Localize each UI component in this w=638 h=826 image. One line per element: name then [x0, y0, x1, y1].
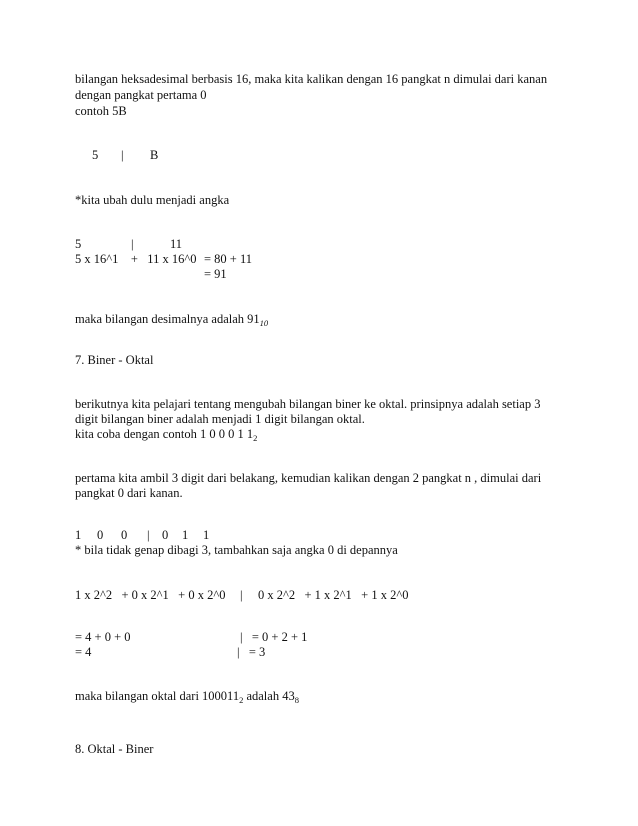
hex-example: contoh 5B — [75, 104, 127, 118]
bit-right-2: 1 — [182, 528, 189, 542]
bit-right-1: 0 — [162, 528, 169, 542]
hex-value-1: 5 — [75, 237, 82, 251]
hex-equation-1: = 80 + 11 — [204, 252, 253, 266]
bits-separator: | — [147, 528, 150, 542]
hex-separator: | — [121, 148, 124, 162]
section-7-title: 7. Biner - Oktal — [75, 353, 154, 367]
sum-left-line-2: = 4 — [75, 645, 92, 659]
bit-left-2: 0 — [97, 528, 104, 542]
section-7-paragraph-line-2: digit bilangan biner adalah menjadi 1 digit bilangan oktal. — [75, 412, 365, 426]
hex-equation-2: = 91 — [204, 267, 227, 281]
sum-right-line-1: | = 0 + 2 + 1 — [240, 630, 308, 644]
hex-intro-line-2: dengan pangkat pertama 0 — [75, 88, 207, 102]
section-7-padding-note: * bila tidak genap dibagi 3, tambahkan saja angka 0 di depannya — [75, 543, 398, 557]
hex-note: *kita ubah dulu menjadi angka — [75, 193, 230, 207]
section-7-result: maka bilangan oktal dari $100011_2$ adalah $43_8$ — [75, 689, 299, 705]
bit-right-3: 1 — [203, 528, 210, 542]
hex-digit-2: B — [150, 148, 159, 162]
bit-left-1: 1 — [75, 528, 82, 542]
hex-expression: 5 x 16^1 + 11 x 16^0 — [75, 252, 197, 266]
sum-right-line-2: | = 3 — [237, 645, 266, 659]
section-7-step-line-2: pangkat 0 dari kanan. — [75, 486, 183, 500]
hex-intro-line-1: bilangan heksadesimal berbasis 16, maka kita kalikan dengan 16 pangkat n dimulai dari kanan — [75, 72, 548, 86]
binary-expression-right: 0 x 2^2 + 1 x 2^1 + 1 x 2^0 — [258, 588, 409, 602]
hex-result: maka bilangan desimalnya adalah $91_{10}$ — [75, 312, 269, 328]
sum-left-line-1: = 4 + 0 + 0 — [75, 630, 131, 644]
section-7-paragraph-line-1: berikutnya kita pelajari tentang mengubah bilangan biner ke oktal. prinsipnya adalah setiap 3 — [75, 397, 541, 411]
binary-expression-left: 1 x 2^2 + 0 x 2^1 + 0 x 2^0 — [75, 588, 226, 602]
binary-expression-separator: | — [240, 588, 243, 602]
hex-value-2: 11 — [170, 237, 183, 251]
hex-value-separator: | — [131, 237, 134, 251]
section-8-title: 8. Oktal - Biner — [75, 742, 154, 756]
section-7-step-line-1: pertama kita ambil 3 digit dari belakang, kemudian kalikan dengan 2 pangkat n , dimulai dari — [75, 471, 542, 485]
section-7-example: kita coba dengan contoh 1 0 0 0 1 $1_2$ — [75, 427, 258, 443]
bit-left-3: 0 — [121, 528, 128, 542]
hex-digit-1: 5 — [92, 148, 99, 162]
